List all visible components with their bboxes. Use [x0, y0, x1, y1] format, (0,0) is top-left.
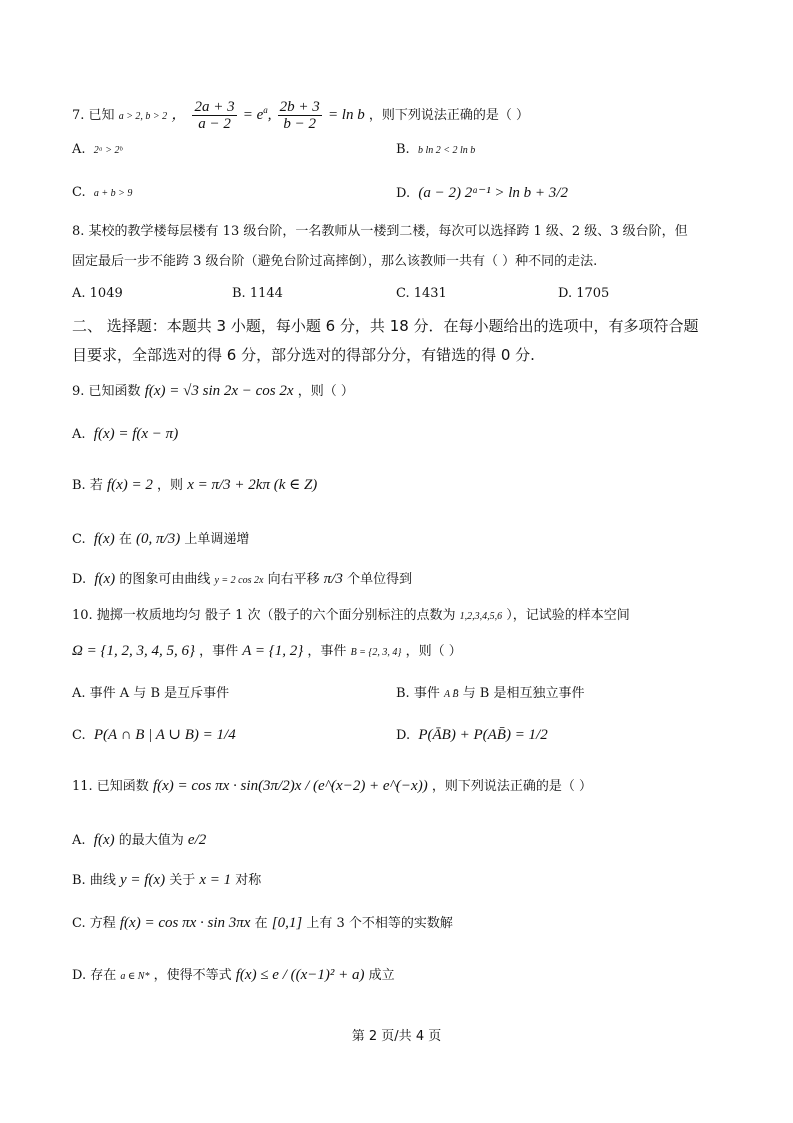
option-label: B. 曲线	[72, 873, 116, 888]
option-label: D.	[396, 728, 411, 743]
q10-option-d	[396, 725, 548, 746]
q8-option-a: A. 1049	[72, 286, 123, 301]
q7-option-a	[72, 140, 122, 161]
option-label: C.	[72, 532, 86, 547]
q11-option-d-mid: ，使得不等式	[153, 968, 232, 983]
q11-option-c	[72, 913, 453, 934]
q8-option-d: D. 1705	[558, 286, 610, 301]
option-label: A.	[72, 427, 86, 442]
section-2-line2: 目要求，全部选对的得 6 分，部分选对的得部分分，有错选的得 0 分.	[72, 346, 535, 364]
page-footer: 第 2 页/共 4 页	[351, 1029, 442, 1044]
q10-option-c	[72, 725, 236, 746]
q10-line2	[72, 641, 462, 663]
q10-option-c-math: P(A ∩ B | A ∪ B) = 1/4	[93, 727, 236, 743]
q11-option-a-func: f(x)	[93, 832, 115, 848]
option-label: C.	[72, 185, 86, 200]
q11-option-a-mid: 的最大值为	[118, 833, 184, 848]
q9-option-d-end: 个单位得到	[347, 572, 413, 587]
option-label: D.	[396, 186, 411, 201]
q10-event-label: ，事件	[307, 644, 347, 659]
q10-option-b-math: A B̄	[443, 689, 459, 700]
q9-option-b-mid: ，则	[157, 478, 184, 493]
q10-option-a: A. 事件 A 与 B 是互斥事件	[72, 686, 230, 701]
q10-line1-end: ），记试验的样本空间	[506, 608, 630, 623]
q9-function: f(x) = √3 sin 2x − cos 2x	[144, 383, 294, 399]
q11-option-b	[72, 870, 261, 891]
q10-event-b: B = {2, 3, 4}	[350, 647, 402, 658]
q9-option-d-shift: π/3	[323, 571, 343, 587]
q10-line1-text: 10. 抛掷一枚质地均匀 骰子 1 次（骰子的六个面分别标注的点数为	[72, 608, 456, 623]
q11-stem-end: ，则下列说法正确的是（ ）	[431, 779, 592, 794]
q11-option-a	[72, 830, 206, 851]
q7-fraction-b: $\frac{2b + 3}{b - 2}$	[279, 99, 320, 132]
q9-option-d-mid2: 向右平移	[267, 572, 320, 587]
q9-option-d-curve: y = 2 cos 2x	[214, 575, 264, 586]
option-label: B. 事件	[396, 686, 440, 701]
q10-line1	[72, 606, 630, 627]
q9-option-d	[72, 569, 412, 591]
q7-stem-end: ，则下列说法正确的是（ ）	[368, 108, 530, 123]
q7-option-b	[396, 140, 475, 161]
q11-option-d-inequality: f(x) ≤ e / ((x−1)² + a)	[235, 967, 365, 983]
q7-option-d-math: (a − 2) 2ᵃ⁻¹ > ln b + 3/2	[418, 185, 568, 201]
option-label: A.	[72, 142, 86, 157]
q9-option-c	[72, 529, 249, 550]
q11-stem	[72, 776, 592, 797]
q9-option-d-mid: 的图象可由曲线	[119, 572, 211, 587]
q9-option-c-end: 上单调递增	[184, 532, 250, 547]
q9-option-b-cond: f(x) = 2	[106, 477, 153, 493]
q7-fraction-a: $\frac{2a + 3}{a - 2}$	[194, 99, 235, 132]
option-label: A.	[72, 833, 86, 848]
q9-option-a	[72, 424, 178, 445]
q8-line1: 8. 某校的教学楼每层楼有 13 级台阶，一名教师从一楼到二楼，每次可以选择跨 1 级、2 级、3 级台阶，但	[72, 224, 688, 239]
q10-sample-space: Ω = {1, 2, 3, 4, 5, 6}	[72, 643, 195, 659]
q10-option-d-math: P(ĀB) + P(AB̄) = 1/2	[418, 727, 548, 743]
q9-option-b	[72, 475, 317, 496]
q9-stem-end: ，则（ ）	[297, 384, 354, 399]
q8-option-c: C. 1431	[396, 286, 447, 301]
q7-option-d	[396, 183, 568, 204]
q8-line2: 固定最后一步不能跨 3 级台阶（避免台阶过高摔倒），那么该教师一共有（ ）种不同的走法.	[72, 254, 598, 269]
q11-option-c-mid: 在	[254, 916, 268, 931]
option-label: B.	[396, 142, 410, 157]
q11-option-c-end: 上有 3 个不相等的实数解	[306, 916, 453, 931]
q9-option-c-mid: 在	[118, 532, 132, 547]
q11-stem-text: 11. 已知函数	[72, 779, 149, 794]
option-label: C. 方程	[72, 916, 116, 931]
q7-option-c	[72, 183, 132, 204]
q11-option-c-interval: [0,1]	[271, 915, 303, 931]
q11-option-d	[72, 965, 395, 987]
q10-line2-end: ，则（ ）	[405, 644, 462, 659]
option-label: C.	[72, 728, 86, 743]
q10-option-b-end: 与 B 是相互独立事件	[462, 686, 585, 701]
section-2-line1: 二、 选择题：本题共 3 小题，每小题 6 分，共 18 分．在每小题给出的选项中，有多项符合题	[72, 317, 699, 335]
q9-option-c-interval: (0, π/3)	[136, 531, 181, 547]
q11-option-b-end: 对称	[235, 873, 262, 888]
q9-option-d-func: f(x)	[94, 571, 116, 587]
q11-option-a-value: e/2	[187, 832, 207, 848]
q7-stem-text: 7. 已知	[72, 108, 115, 123]
q10-event-label: ，事件	[199, 644, 239, 659]
q7-condition: a > 2, b > 2	[118, 111, 168, 122]
q10-points: 1,2,3,4,5,6	[459, 611, 503, 622]
q7-option-b-math: b ln 2 < 2 ln b	[417, 145, 476, 156]
q11-option-c-equation: f(x) = cos πx · sin 3πx	[119, 915, 251, 931]
q7-option-a-math: 2ᵃ > 2ᵇ	[93, 145, 123, 156]
q11-option-b-line: x = 1	[199, 872, 232, 888]
q11-option-d-end: 成立	[368, 968, 395, 983]
option-label: B. 若	[72, 478, 103, 493]
q8-option-b: B. 1144	[232, 286, 283, 301]
q11-option-b-mid: 关于	[169, 873, 196, 888]
option-label: D.	[72, 572, 87, 587]
q9-option-c-func: f(x)	[93, 531, 115, 547]
q9-stem	[72, 381, 354, 402]
q7-option-c-math: a + b > 9	[93, 188, 133, 199]
q7-stem: 7. 已知 a > 2, b > 2 ， $\frac{2a + 3}{a - 2}$ = $e^a$, $\frac{2b + 3}{b - 2}$ = ln b ，则下列说法正确的是（ ）	[72, 99, 530, 132]
option-label: D. 存在	[72, 968, 117, 983]
q9-stem-text: 9. 已知函数	[72, 384, 141, 399]
q9-option-a-math: f(x) = f(x − π)	[93, 426, 179, 442]
q9-option-b-math: x = π/3 + 2kπ (k ∈ Z)	[187, 477, 318, 493]
q10-option-b	[396, 684, 584, 705]
q11-option-b-curve: y = f(x)	[119, 872, 166, 888]
q10-event-a: A = {1, 2}	[242, 643, 304, 659]
q11-function: f(x) = cos πx · sin(3π/2)x / (e^(x−2) + e^(−x))	[152, 778, 428, 794]
q11-option-d-a: a ∈ N*	[120, 971, 150, 982]
